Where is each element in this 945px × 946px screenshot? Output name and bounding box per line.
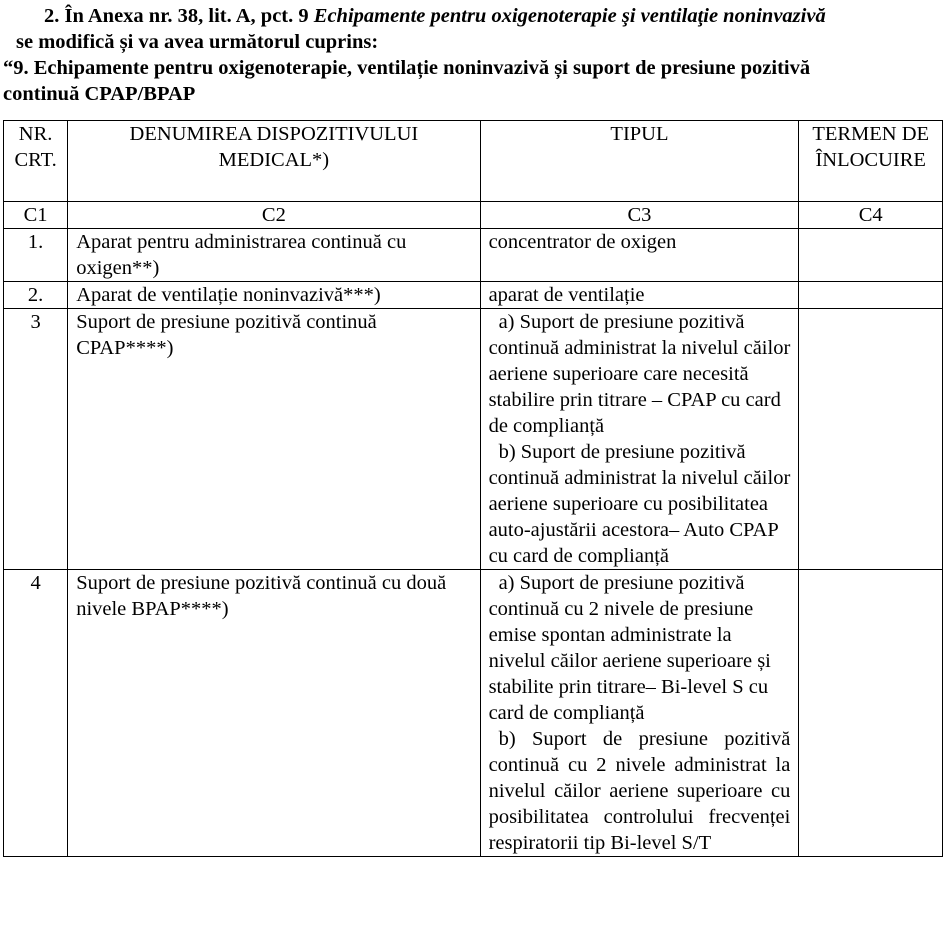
section-title-line1: “9. Echipamente pentru oxigenoterapie, ventilație noninvazivă și suport de presiune pozitivă xyxy=(3,57,811,79)
code-c3: C3 xyxy=(480,202,799,229)
device-name: Suport de presiune pozitivă continuă cu două nivele BPAP****) xyxy=(68,570,480,857)
header-nr-crt: NR. CRT. xyxy=(4,121,68,202)
table-row xyxy=(4,570,943,857)
device-type-option-b: b) Suport de presiune pozitivă continuă cu 2 nivele administrat la nivelul căilor aeriene superioare cu posibilitatea controlului frecvenței respiratorii tip Bi-level S/T xyxy=(488,728,791,854)
device-type-option-a: a) Suport de presiune pozitivă continuă administrat la nivelul căilor aeriene superioare care necesită stabilire prin titrare – CPAP cu card de complianță xyxy=(488,311,791,437)
device-type: concentrator de oxigen xyxy=(480,229,799,282)
replacement-term xyxy=(799,570,943,857)
amendment-heading xyxy=(44,4,826,28)
table-row xyxy=(4,309,943,570)
table-code-row xyxy=(4,202,943,229)
device-type-option-b: b) Suport de presiune pozitivă continuă administrat la nivelul căilor aeriene superioare cu posibilitatea auto-ajustării acestora– Auto CPAP cu card de complianță xyxy=(488,441,791,567)
header-device-name: DENUMIREA DISPOZITIVULUI MEDICAL*) xyxy=(68,121,480,202)
table-row xyxy=(4,229,943,282)
section-title-line2: continuă CPAP/BPAP xyxy=(3,83,196,105)
row-number: 3 xyxy=(4,309,68,570)
replacement-term xyxy=(799,229,943,282)
devices-table xyxy=(3,120,943,857)
amendment-statement: se modifică și va avea următorul cuprins: xyxy=(16,31,379,53)
device-type-option-a: a) Suport de presiune pozitivă continuă cu 2 nivele de presiune emise spontan administrate la nivelul căilor aeriene superioare și stabilite prin titrare– Bi-level S cu card de complianță xyxy=(488,572,771,724)
code-c4: C4 xyxy=(799,202,943,229)
table-row xyxy=(4,282,943,309)
header-type: TIPUL xyxy=(480,121,799,202)
device-type xyxy=(480,309,799,570)
device-name: Aparat pentru administrarea continuă cu oxigen**) xyxy=(68,229,480,282)
table-header-row xyxy=(4,121,943,202)
row-number: 4 xyxy=(4,570,68,857)
device-type: aparat de ventilație xyxy=(480,282,799,309)
replacement-term xyxy=(799,309,943,570)
code-c1: C1 xyxy=(4,202,68,229)
row-number: 2. xyxy=(4,282,68,309)
device-type xyxy=(480,570,799,857)
device-name: Suport de presiune pozitivă continuă CPAP****) xyxy=(68,309,480,570)
code-c2: C2 xyxy=(68,202,480,229)
amendment-reference: 2. În Anexa nr. 38, lit. A, pct. 9 xyxy=(44,5,314,27)
row-number: 1. xyxy=(4,229,68,282)
amendment-title-italic: Echipamente pentru oxigenoterapie şi ventilaţie noninvazivă xyxy=(313,5,826,27)
replacement-term xyxy=(799,282,943,309)
device-name: Aparat de ventilație noninvazivă***) xyxy=(68,282,480,309)
header-replacement-term: TERMEN DE ÎNLOCUIRE xyxy=(799,121,943,202)
